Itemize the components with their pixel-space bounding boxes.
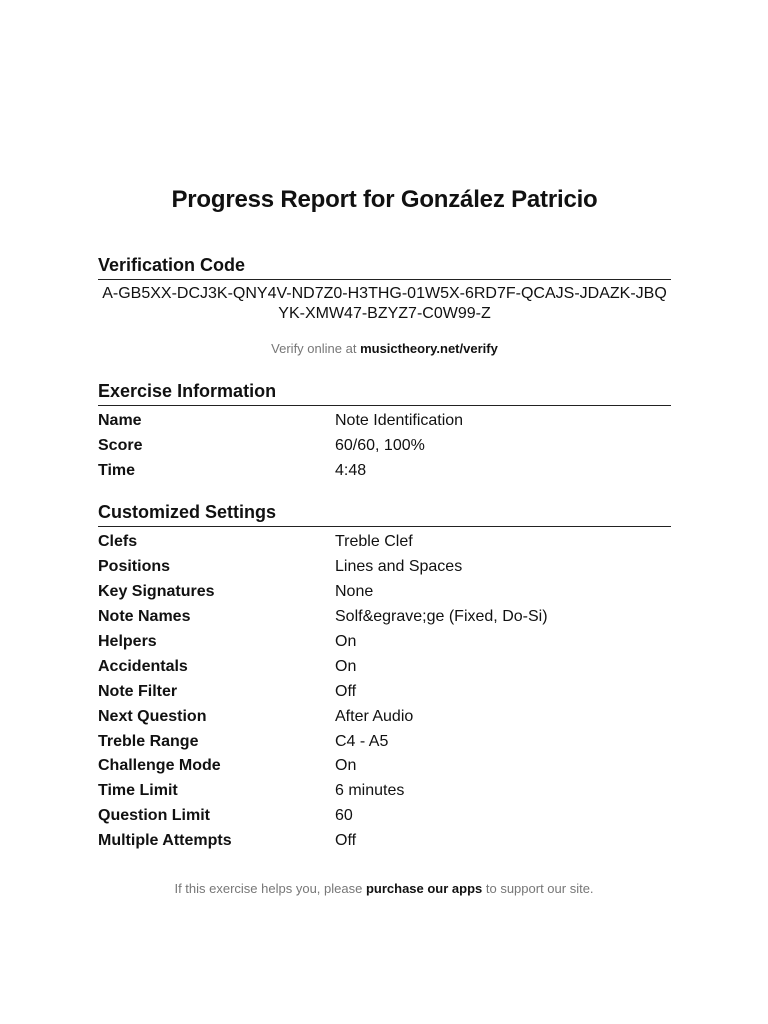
settings-row-challenge-mode bbox=[98, 754, 671, 779]
verify-link[interactable]: musictheory.net/verify bbox=[360, 341, 498, 356]
settings-row-question-limit bbox=[98, 804, 671, 829]
row-value: Note Identification bbox=[335, 412, 464, 430]
settings-row-clefs bbox=[98, 530, 671, 555]
row-key: Name bbox=[98, 412, 142, 430]
footer-suffix: to support our site. bbox=[482, 881, 594, 896]
customized-settings-list bbox=[98, 530, 671, 854]
row-value: Treble Clef bbox=[335, 533, 413, 551]
row-value: Solf&egrave;ge (Fixed, Do-Si) bbox=[335, 608, 548, 626]
row-value: 60/60, 100% bbox=[335, 437, 425, 455]
settings-row-note-names bbox=[98, 605, 671, 630]
exercise-info-heading: Exercise Information bbox=[98, 381, 671, 406]
verification-code: A-GB5XX-DCJ3K-QNY4V-ND7Z0-H3THG-01W5X-6RD7F-QCAJS-JDAZK-JBQYK-XMW47-BZYZ7-C0W99-Z bbox=[102, 285, 667, 322]
row-key: Note Filter bbox=[98, 682, 178, 700]
row-key: Time Limit bbox=[98, 782, 178, 800]
settings-row-multiple-attempts bbox=[98, 829, 671, 854]
verify-prefix: Verify online at bbox=[271, 341, 361, 356]
row-key: Time bbox=[98, 462, 136, 480]
row-key: Treble Range bbox=[98, 732, 199, 750]
customized-settings-heading: Customized Settings bbox=[98, 502, 671, 527]
row-value: On bbox=[335, 757, 357, 775]
settings-row-positions bbox=[98, 555, 671, 580]
settings-row-next-question bbox=[98, 704, 671, 729]
row-key: Positions bbox=[98, 558, 171, 576]
row-value: After Audio bbox=[335, 707, 414, 725]
settings-row-helpers bbox=[98, 630, 671, 655]
row-value: Off bbox=[335, 832, 357, 850]
settings-row-time-limit bbox=[98, 779, 671, 804]
row-value: 4:48 bbox=[335, 462, 367, 480]
row-value: None bbox=[335, 583, 374, 601]
page-title: Progress Report for González Patricio bbox=[171, 186, 598, 213]
exercise-row-score bbox=[98, 434, 671, 459]
row-key: Multiple Attempts bbox=[98, 832, 232, 850]
row-key: Score bbox=[98, 437, 143, 455]
exercise-row-time bbox=[98, 459, 671, 484]
row-value: 6 minutes bbox=[335, 782, 405, 800]
row-key: Next Question bbox=[98, 707, 207, 725]
row-value: On bbox=[335, 657, 357, 675]
row-key: Accidentals bbox=[98, 657, 188, 675]
row-key: Key Signatures bbox=[98, 583, 215, 601]
row-key: Question Limit bbox=[98, 807, 210, 825]
exercise-info-list bbox=[98, 409, 671, 484]
settings-row-treble-range bbox=[98, 729, 671, 754]
exercise-row-name bbox=[98, 409, 671, 434]
row-key: Helpers bbox=[98, 633, 157, 650]
row-key: Clefs bbox=[98, 533, 138, 551]
row-value: 60 bbox=[335, 807, 353, 825]
purchase-apps-link[interactable]: purchase our apps bbox=[365, 881, 483, 896]
settings-row-key-signatures bbox=[98, 580, 671, 605]
row-key: Note Names bbox=[98, 608, 191, 626]
row-key: Challenge Mode bbox=[98, 757, 221, 775]
row-value: Off bbox=[335, 682, 357, 700]
settings-row-note-filter bbox=[98, 679, 671, 704]
row-value: On bbox=[335, 633, 357, 650]
row-value: C4 - A5 bbox=[335, 732, 389, 750]
footer-support-line bbox=[0, 881, 768, 896]
settings-row-accidentals bbox=[98, 654, 671, 679]
verification-heading: Verification Code bbox=[98, 255, 671, 280]
row-value: Lines and Spaces bbox=[335, 558, 463, 576]
verify-online-line bbox=[98, 341, 671, 356]
footer-prefix: If this exercise helps you, please bbox=[174, 881, 366, 896]
